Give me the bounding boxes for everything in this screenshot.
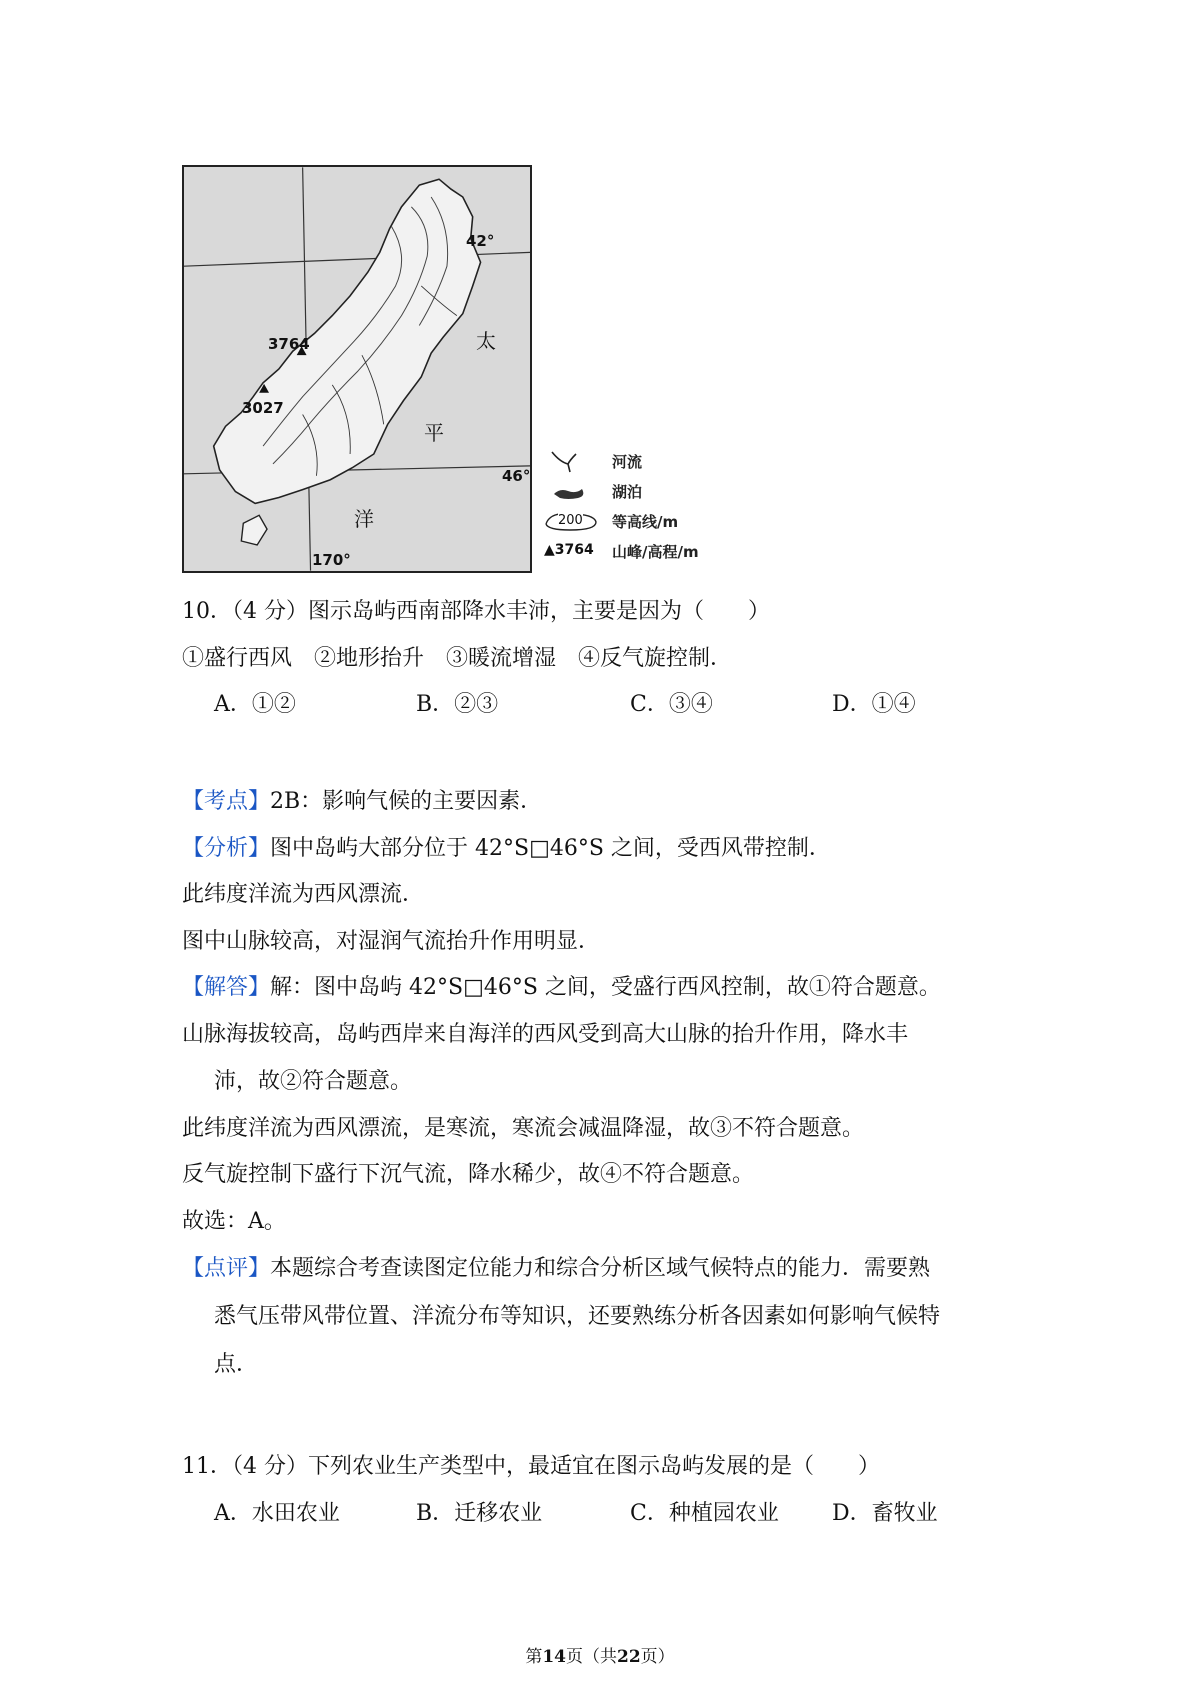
footer-suffix: 页）	[640, 1647, 675, 1667]
dianping-line-3: 点．	[214, 1352, 259, 1377]
fenxi-tag: 【分析】	[182, 836, 271, 861]
kaodian-tag: 【考点】	[182, 789, 271, 814]
fenxi-line	[182, 834, 831, 864]
legend-river-label: 河流	[612, 453, 643, 471]
dianping-line-2: 悉气压带风带位置、洋流分布等知识，还要熟练分析各因素如何影响气候特	[214, 1304, 941, 1329]
footer-middle: 页（共	[566, 1647, 617, 1667]
legend-row-river	[540, 448, 740, 476]
legend-row-peak	[540, 538, 740, 566]
q11-option-d: D．畜牧业	[832, 1501, 938, 1526]
stewart-island	[241, 515, 267, 545]
q11-option-b: B．迁移农业	[416, 1501, 543, 1526]
page-footer	[0, 1646, 1200, 1668]
dianping-line	[182, 1254, 930, 1284]
legend-contour-value: 200	[558, 513, 583, 528]
q10-option-c: C．③④	[630, 692, 713, 717]
map-legend	[540, 448, 740, 578]
q10-choices: ①盛行西风 ②地形抬升 ③暖流增湿 ④反气旋控制．	[182, 646, 733, 671]
q11-option-a: A．水田农业	[214, 1501, 340, 1526]
footer-prefix: 第	[525, 1647, 543, 1667]
fenxi-line-3: 图中山脉较高，对湿润气流抬升作用明显．	[182, 929, 601, 954]
q10-option-d: D．①④	[832, 692, 916, 717]
jieda-line-3: 此纬度洋流为西风漂流，是寒流，寒流会减温降湿，故③不符合题意。	[182, 1116, 865, 1141]
lat-label-46: 46°	[502, 467, 531, 485]
kaodian-text: 2B：影响气候的主要因素．	[270, 789, 543, 814]
ocean-label-ping: 平	[424, 421, 444, 445]
river-icon	[540, 448, 600, 476]
q10-stem: 10．（4 分）图示岛屿西南部降水丰沛，主要是因为（ ）	[182, 599, 770, 624]
lon-label-170: 170°	[312, 551, 351, 569]
jieda-line-2b: 沛，故②符合题意。	[214, 1069, 413, 1094]
island-map	[182, 165, 532, 573]
south-island-outline	[214, 179, 481, 503]
legend-row-contour	[540, 508, 740, 536]
legend-contour-label: 等高线/m	[612, 513, 679, 531]
jieda-tag: 【解答】	[182, 975, 271, 1000]
jieda-line-4: 反气旋控制下盛行下沉气流，降水稀少，故④不符合题意。	[182, 1162, 755, 1187]
fenxi-line-2: 此纬度洋流为西风漂流．	[182, 882, 425, 907]
kaodian-line	[182, 787, 542, 817]
lake-icon	[540, 478, 600, 506]
peak-label-high: 3764	[268, 335, 310, 353]
legend-peak-label: 山峰/高程/m	[612, 543, 699, 561]
q11-stem: 11．（4 分）下列农业生产类型中，最适宜在图示岛屿发展的是（ ）	[182, 1454, 880, 1479]
q11-option-c: C．种植园农业	[630, 1501, 779, 1526]
legend-row-lake	[540, 478, 740, 506]
jieda-line-2a: 山脉海拔较高，岛屿西岸来自海洋的西风受到高大山脉的抬升作用，降水丰	[182, 1022, 909, 1047]
q10-option-b: B．②③	[416, 692, 499, 717]
dianping-tag: 【点评】	[182, 1256, 271, 1281]
legend-lake-label: 湖泊	[612, 483, 643, 501]
legend-peak-value: ▲3764	[544, 542, 594, 558]
ocean-label-tai: 太	[476, 329, 496, 353]
q10-option-a: A．①②	[214, 692, 296, 717]
footer-total-pages: 22	[617, 1647, 641, 1667]
fenxi-text: 图中岛屿大部分位于 42°S□46°S 之间，受西风带控制．	[270, 836, 831, 861]
jieda-line-5: 故选：A。	[182, 1209, 286, 1234]
jieda-line	[182, 973, 941, 1003]
lat-label-42: 42°	[466, 232, 495, 250]
ocean-label-yang: 洋	[354, 507, 374, 531]
jieda-text: 解：图中岛屿 42°S□46°S 之间，受盛行西风控制，故①符合题意。	[270, 975, 941, 1000]
footer-page-number: 14	[542, 1647, 566, 1667]
peak-label-low: 3027	[242, 399, 284, 417]
dianping-text: 本题综合考查读图定位能力和综合分析区域气候特点的能力．需要熟	[270, 1256, 931, 1281]
